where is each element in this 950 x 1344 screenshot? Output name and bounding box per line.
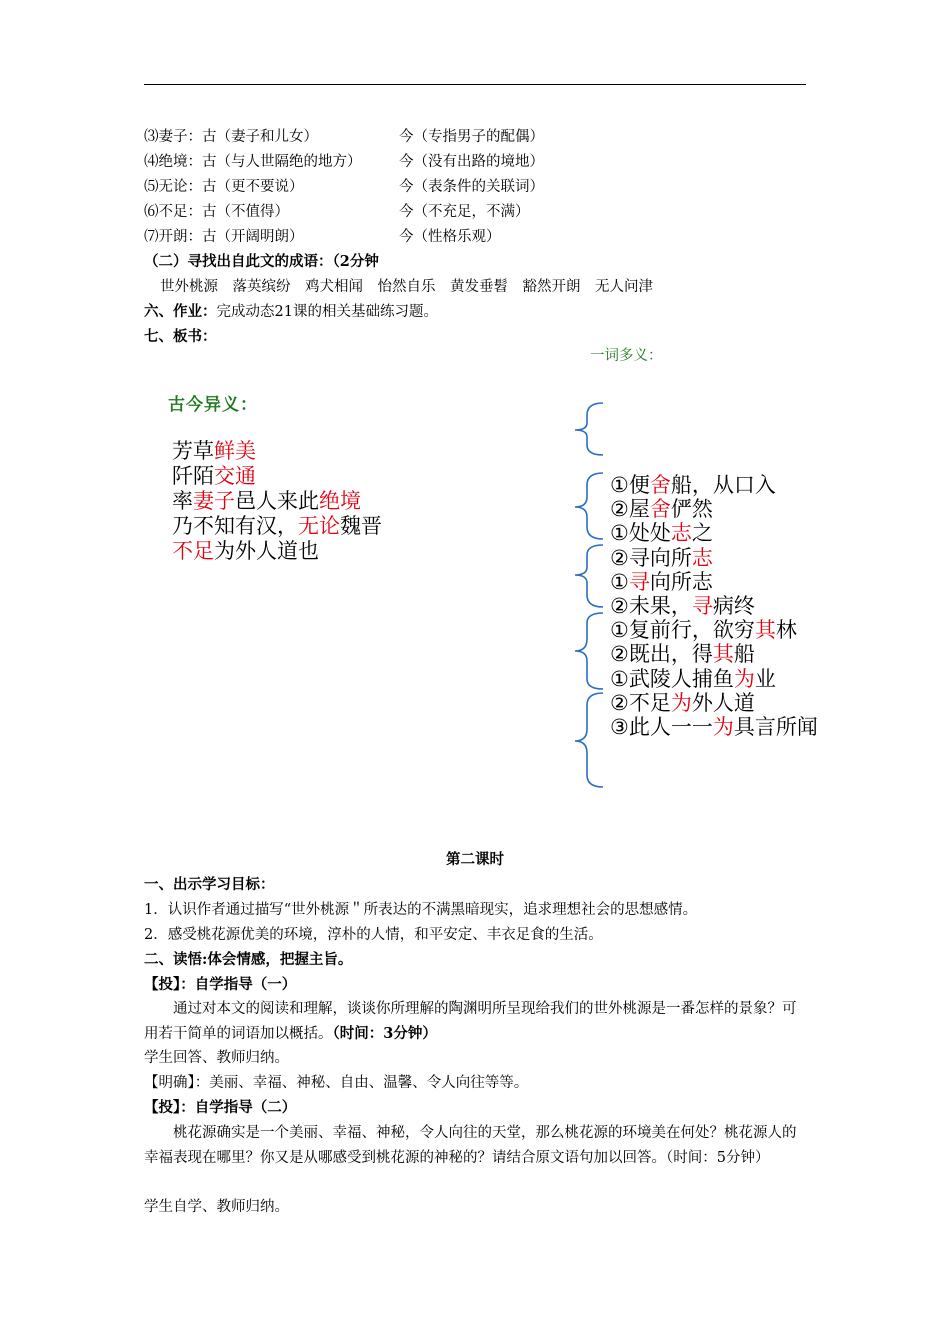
term-word: ⑺开朗：古（开阔明朗） [144, 229, 304, 245]
highlight-word: 志 [670, 521, 692, 546]
board-left-line [172, 489, 361, 513]
line-text: 阡陌 [172, 464, 214, 488]
term-row [144, 227, 501, 247]
ancient-modern-title: 古今异义： [168, 395, 258, 415]
board-left-line [172, 439, 256, 463]
term-modern: 今（表条件的关联词） [399, 179, 544, 195]
line-text: 芳草 [172, 439, 214, 463]
line-text: 俨然 [670, 497, 713, 522]
board-right-line [610, 497, 713, 521]
board-right-line [610, 691, 755, 715]
line-text: ②未果， [610, 594, 692, 618]
guide-1-time: （时间：3分钟） [332, 1024, 437, 1042]
goals-heading: 一、出示学习目标： [144, 876, 275, 893]
term-word: ⑸无论：古（更不要说） [144, 179, 304, 195]
highlight-word: 鲜美 [214, 439, 256, 463]
term-row [144, 152, 544, 172]
section-2-heading: 二、读悟:体会情感，把握主旨。 [144, 951, 353, 968]
homework-text: 完成动态21课的相关基础练习题。 [216, 304, 438, 320]
guide-2-paragraph: 桃花源确实是一个美丽、幸福、神秘，令人向往的天堂，那么桃花源的环境美在何处？桃花源人的幸福表现在哪里？你又是从哪感受到桃花源的神秘的？请结合原文语句加以回答。（时间：5分钟） [144, 1125, 797, 1166]
idiom-list: 世外桃源 落英缤纷 鸡犬相闻 怡然自乐 黄发垂髫 豁然开朗 无人问津 [160, 279, 653, 295]
line-text: ①便 [610, 473, 650, 497]
highlight-word: 舍 [649, 497, 671, 522]
line-text: ②既出，得 [610, 642, 713, 667]
highlight-word: 绝境 [319, 489, 361, 513]
end-line: 学生自学、教师归纳。 [144, 1199, 289, 1215]
line-text: ① [610, 569, 629, 594]
goal-1: 1．认识作者通过描写“世外桃源＂所表达的不满黑暗现实，追求理想社会的思想感情。 [144, 902, 698, 918]
line-text: 率 [172, 489, 193, 513]
board-left-line [172, 464, 256, 488]
board-right-line [610, 473, 776, 497]
brace-icon-4 [575, 613, 603, 689]
guide-1-text: 通过对本文的阅读和理解，谈谈你所理解的陶渊明所呈现给我们的世外桃源是一番怎样的景象？可用若干简单的词语加以概括。 [144, 1001, 797, 1042]
guide-1-label: 【投】：自学指导（一） [144, 976, 297, 993]
board-label: 七、板书： [144, 328, 217, 345]
board-right-line [610, 546, 713, 570]
line-text: 魏晋 [340, 514, 382, 538]
line-text: 林 [775, 618, 797, 643]
line-text: 为外人道也 [214, 539, 319, 563]
guide-2-label: 【投】：自学指导（二） [144, 1099, 297, 1116]
lesson2-title: 第二课时 [446, 851, 504, 868]
guide-1-paragraph [144, 997, 806, 1046]
line-text: 邑人来此 [235, 489, 319, 513]
term-modern: 今（专指男子的配偶） [399, 129, 544, 145]
brace-icon-3 [575, 545, 603, 607]
highlight-word: 为 [733, 666, 755, 691]
line-text: 向所志 [649, 569, 713, 594]
board-right-line [610, 618, 797, 642]
line-text: ①复前行，欲穷 [610, 618, 755, 643]
line-text: 病终 [712, 594, 755, 618]
term-modern: 今（性格乐观） [399, 229, 501, 245]
header-rule [144, 84, 806, 85]
line-text: ②屋 [610, 497, 650, 522]
board-right-line [610, 570, 713, 594]
board-right-line [610, 521, 713, 545]
board-right-line [610, 594, 755, 618]
board-left-line [172, 539, 319, 563]
highlight-word: 寻 [691, 594, 713, 618]
answer-line: 学生回答、教师归纳。 [144, 1050, 289, 1066]
highlight-word: 不足 [172, 539, 214, 563]
line-text: 之 [691, 521, 713, 546]
homework-label: 六、作业： [144, 303, 217, 320]
highlight-word: 其 [712, 642, 734, 667]
term-modern: 今（没有出路的境地） [399, 154, 544, 170]
term-modern: 今（不充足，不满） [399, 204, 530, 220]
brace-icon-2 [575, 473, 603, 539]
line-text: ②寻向所 [610, 545, 692, 570]
idiom-heading: （二）寻找出自此文的成语：（2分钟 [144, 253, 379, 270]
term-word: ⑹不足：古（不值得） [144, 204, 289, 220]
line-text: 业 [754, 666, 776, 691]
term-word: ⑷绝境：古（与人世隔绝的地方） [144, 154, 362, 170]
brace-icon-1 [575, 403, 603, 455]
homework-line [144, 302, 438, 322]
term-row [144, 202, 530, 222]
board-right-line [610, 667, 776, 691]
line-text: 乃不知有汉， [172, 514, 298, 538]
clarify-line: 【明确】：美丽、幸福、神秘、自由、温馨、令人向往等等。 [144, 1075, 529, 1091]
board-right-line [610, 715, 818, 739]
highlight-word: 为 [712, 715, 734, 739]
line-text: ③此人一一 [610, 715, 713, 739]
highlight-word: 交通 [214, 464, 256, 488]
line-text: ②不足 [610, 690, 671, 715]
line-text: 船 [733, 642, 755, 667]
brace-icon-5 [575, 693, 603, 787]
line-text: 外人道 [691, 690, 755, 715]
highlight-word: 其 [754, 618, 776, 643]
goal-2: 2．感受桃花源优美的环境，淳朴的人情，和平安定、丰衣足食的生活。 [144, 927, 603, 943]
highlight-word: 舍 [649, 473, 671, 497]
line-text: ①武陵人捕鱼 [610, 666, 734, 691]
highlight-word: 无论 [298, 514, 340, 538]
term-row [144, 177, 544, 197]
highlight-word: 寻 [628, 569, 650, 594]
line-text: 船，从口入 [670, 473, 776, 497]
brace-icons [565, 395, 605, 795]
line-text: 具言所闻 [733, 715, 818, 739]
board-right-line [610, 642, 755, 666]
highlight-word: 妻子 [193, 489, 235, 513]
term-row [144, 127, 544, 147]
board-left-line [172, 514, 382, 538]
highlight-word: 为 [670, 690, 692, 715]
term-word: ⑶妻子：古（妻子和儿女） [144, 129, 318, 145]
line-text: ①处处 [610, 521, 671, 546]
polysemy-title: 一词多义： [590, 348, 663, 364]
highlight-word: 志 [691, 545, 713, 570]
